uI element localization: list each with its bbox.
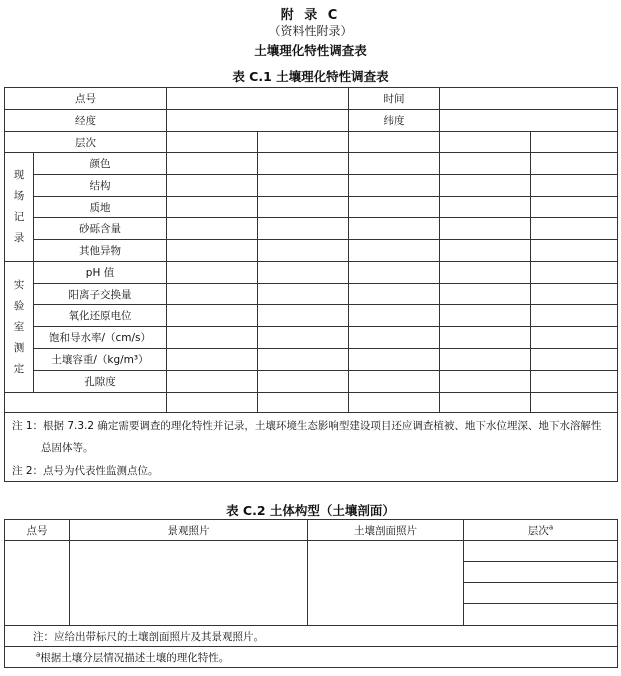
soil-profile-table xyxy=(4,519,618,668)
data-cell[interactable] xyxy=(258,371,349,393)
col-header-point: 点号 xyxy=(5,520,70,541)
lab-item-label: 饱和导水率/（cm/s） xyxy=(34,327,167,349)
table-footnote-row xyxy=(5,647,618,668)
table-row xyxy=(5,175,618,197)
data-cell[interactable] xyxy=(531,218,618,240)
data-cell[interactable] xyxy=(531,197,618,218)
data-cell[interactable] xyxy=(440,305,531,327)
data-cell[interactable] xyxy=(531,175,618,197)
data-cell[interactable] xyxy=(258,284,349,305)
data-cell[interactable] xyxy=(349,371,440,393)
data-cell[interactable] xyxy=(531,132,618,153)
table-row xyxy=(5,541,618,562)
data-cell[interactable] xyxy=(349,132,440,153)
latitude-value-cell[interactable] xyxy=(440,110,618,132)
table-row xyxy=(5,132,618,153)
profile-photo-cell[interactable] xyxy=(308,541,464,626)
landscape-photo-cell[interactable] xyxy=(70,541,308,626)
table-row xyxy=(5,88,618,110)
data-cell[interactable] xyxy=(349,305,440,327)
lab-item-label: 氧化还原电位 xyxy=(34,305,167,327)
layer-label: 层次 xyxy=(5,132,167,153)
data-cell[interactable] xyxy=(349,197,440,218)
data-cell[interactable] xyxy=(258,262,349,284)
field-item-label: 质地 xyxy=(34,197,167,218)
table2-caption: 表 C.2 土体构型（土壤剖面） xyxy=(226,503,395,518)
data-cell[interactable] xyxy=(167,175,258,197)
data-cell[interactable] xyxy=(349,175,440,197)
data-cell[interactable] xyxy=(167,393,258,413)
table-row xyxy=(5,197,618,218)
table-row xyxy=(5,371,618,393)
longitude-label: 经度 xyxy=(5,110,167,132)
table-row xyxy=(5,327,618,349)
table1-note-1: 注 1：根据 7.3.2 确定需要调查的理化特性并记录，土壤环境生态影响型建设项目还应调查植被、地下水位埋深、地下水溶解性总固体等。 xyxy=(12,420,602,454)
data-cell[interactable] xyxy=(167,305,258,327)
data-cell[interactable] xyxy=(167,153,258,175)
col-header-profile-photo: 土壤剖面照片 xyxy=(308,520,464,541)
layer-cell[interactable] xyxy=(464,541,618,562)
field-item-label: 砂砾含量 xyxy=(34,218,167,240)
data-cell[interactable] xyxy=(258,197,349,218)
table-row xyxy=(5,110,618,132)
lab-item-label: pH 值 xyxy=(34,262,167,284)
data-cell[interactable] xyxy=(531,305,618,327)
data-cell[interactable] xyxy=(349,327,440,349)
data-cell[interactable] xyxy=(531,393,618,413)
data-cell[interactable] xyxy=(258,393,349,413)
data-cell[interactable] xyxy=(258,327,349,349)
time-label: 时间 xyxy=(349,88,440,110)
data-cell[interactable] xyxy=(440,393,531,413)
data-cell[interactable] xyxy=(440,197,531,218)
field-item-label: 颜色 xyxy=(34,153,167,175)
data-cell[interactable] xyxy=(440,284,531,305)
data-cell[interactable] xyxy=(531,284,618,305)
latitude-label: 纬度 xyxy=(349,110,440,132)
data-cell[interactable] xyxy=(258,305,349,327)
data-cell[interactable] xyxy=(167,197,258,218)
table1-note-2: 注 2：点号为代表性监测点位。 xyxy=(12,465,159,477)
table-note-row xyxy=(5,413,618,482)
appendix-title: 土壤理化特性调查表 xyxy=(254,43,367,58)
table-row xyxy=(5,153,618,175)
table-row xyxy=(5,240,618,262)
table-note-row xyxy=(5,626,618,647)
data-cell[interactable] xyxy=(440,218,531,240)
table-row xyxy=(5,349,618,371)
data-cell[interactable] xyxy=(531,240,618,262)
data-cell[interactable] xyxy=(167,327,258,349)
data-cell[interactable] xyxy=(167,132,258,153)
soil-properties-table xyxy=(4,87,618,482)
lab-item-label: 土壤容重/（kg/m³） xyxy=(34,349,167,371)
data-cell[interactable] xyxy=(531,153,618,175)
data-cell[interactable] xyxy=(167,262,258,284)
blank-cell[interactable] xyxy=(5,393,167,413)
data-cell[interactable] xyxy=(258,218,349,240)
layer-cell[interactable] xyxy=(464,604,618,626)
data-cell[interactable] xyxy=(258,153,349,175)
data-cell[interactable] xyxy=(167,349,258,371)
lab-measurement-group-label: 实 验 室 测 定 xyxy=(5,262,34,393)
data-cell[interactable] xyxy=(258,240,349,262)
lab-item-label: 阳离子交换量 xyxy=(34,284,167,305)
data-cell[interactable] xyxy=(440,240,531,262)
data-cell[interactable] xyxy=(349,284,440,305)
data-cell[interactable] xyxy=(167,284,258,305)
data-cell[interactable] xyxy=(167,371,258,393)
data-cell[interactable] xyxy=(349,393,440,413)
data-cell[interactable] xyxy=(440,327,531,349)
data-cell[interactable] xyxy=(440,371,531,393)
col-header-layer: 层次$^a$ xyxy=(464,520,618,541)
point-value-cell[interactable] xyxy=(167,88,349,110)
table-row xyxy=(5,262,618,284)
data-cell[interactable] xyxy=(349,349,440,371)
data-cell[interactable] xyxy=(349,153,440,175)
data-cell[interactable] xyxy=(349,218,440,240)
table-row xyxy=(5,393,618,413)
table-row xyxy=(5,305,618,327)
time-value-cell[interactable] xyxy=(440,88,618,110)
data-cell[interactable] xyxy=(531,349,618,371)
field-record-group-label: 现 场 记 录 xyxy=(5,153,34,262)
data-cell[interactable] xyxy=(440,132,531,153)
table2-footnote: $^a$根据土壤分层情况描述土壤的理化特性。 xyxy=(5,647,618,668)
appendix-heading: 附 录 C xyxy=(280,8,341,23)
layer-cell[interactable] xyxy=(464,583,618,604)
field-item-label: 结构 xyxy=(34,175,167,197)
data-cell[interactable] xyxy=(167,218,258,240)
data-cell[interactable] xyxy=(167,240,258,262)
appendix-subtitle: （资料性附录） xyxy=(268,24,353,38)
point-cell[interactable] xyxy=(5,541,70,626)
table2-note: 注：应给出带标尺的土壤剖面照片及其景观照片。 xyxy=(5,626,618,647)
data-cell[interactable] xyxy=(349,240,440,262)
lab-item-label: 孔隙度 xyxy=(34,371,167,393)
col-header-landscape-photo: 景观照片 xyxy=(70,520,308,541)
table-row xyxy=(5,218,618,240)
table1-caption: 表 C.1 土壤理化特性调查表 xyxy=(232,69,389,84)
data-cell[interactable] xyxy=(531,327,618,349)
data-cell[interactable] xyxy=(258,349,349,371)
data-cell[interactable] xyxy=(440,153,531,175)
data-cell[interactable] xyxy=(258,132,349,153)
field-item-label: 其他异物 xyxy=(34,240,167,262)
data-cell[interactable] xyxy=(349,262,440,284)
data-cell[interactable] xyxy=(440,262,531,284)
table-header-row xyxy=(5,520,618,541)
point-label: 点号 xyxy=(5,88,167,110)
table-row xyxy=(5,284,618,305)
data-cell[interactable] xyxy=(440,175,531,197)
longitude-value-cell[interactable] xyxy=(167,110,349,132)
data-cell[interactable] xyxy=(440,349,531,371)
data-cell[interactable] xyxy=(531,262,618,284)
data-cell[interactable] xyxy=(258,175,349,197)
data-cell[interactable] xyxy=(531,371,618,393)
layer-cell[interactable] xyxy=(464,562,618,583)
